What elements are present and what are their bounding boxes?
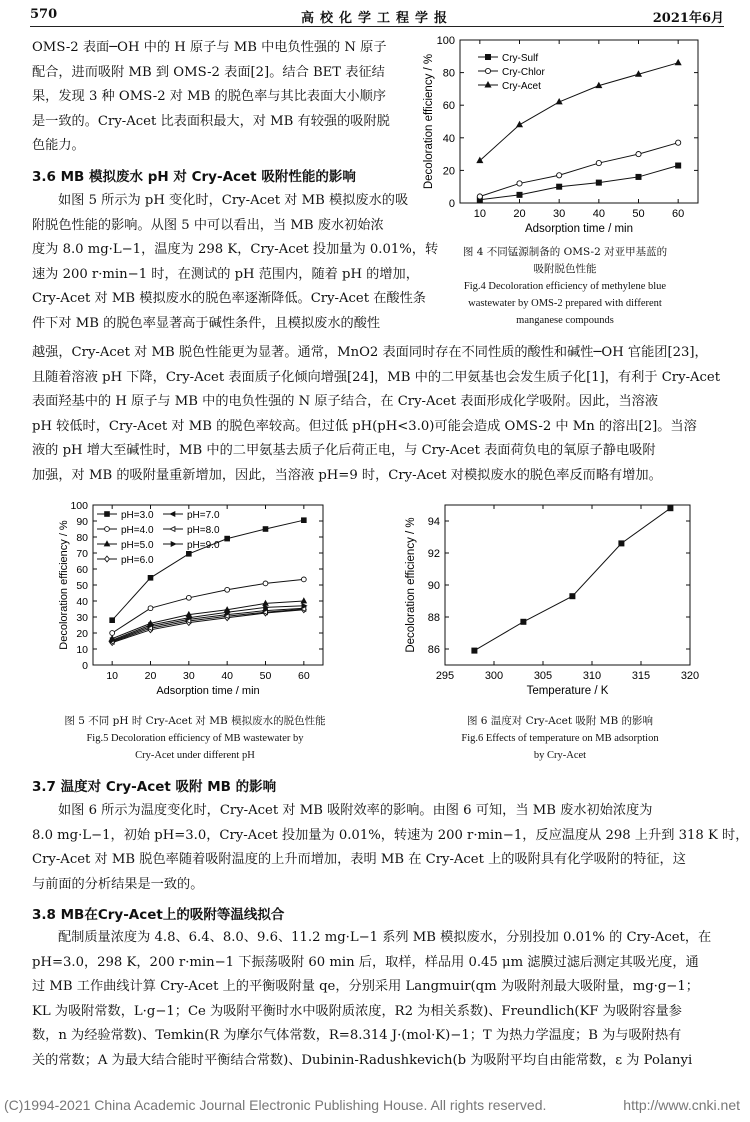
data-point-square: [301, 518, 306, 523]
x-tick-label: 20: [144, 670, 157, 682]
data-point-square: [148, 575, 153, 580]
y-tick-label: 88: [427, 612, 440, 624]
data-point-square: [570, 594, 575, 599]
data-point-diamond: [105, 556, 110, 562]
y-tick-label: 80: [442, 67, 455, 80]
x-tick-label: 10: [106, 670, 119, 682]
x-tick-label: 320: [680, 670, 700, 682]
x-tick-label: 50: [259, 670, 272, 682]
series-line: [474, 508, 670, 650]
x-tick-label: 30: [553, 208, 566, 220]
data-point-circle: [263, 581, 268, 586]
data-point-circle: [517, 181, 522, 186]
y-tick-label: 90: [427, 580, 440, 592]
series-line: [112, 579, 304, 633]
text-line: 速为 200 r·min−1 时，在测试的 pH 范围内，随着 pH 的增加，: [32, 266, 419, 282]
data-point-circle: [110, 631, 115, 636]
data-point-right-triangle: [171, 542, 176, 547]
data-point-square: [472, 648, 477, 653]
x-axis-label: Adsorption time / min: [156, 685, 260, 697]
y-tick-label: 70: [76, 548, 88, 560]
data-point-circle: [225, 587, 230, 592]
text-line: 度为 8.0 mg·L−1，温度为 298 K，Cry-Acet 投加量为 0.01%，转: [32, 242, 439, 257]
data-point-circle: [148, 606, 153, 611]
data-point-square: [110, 618, 115, 623]
y-tick-label: 100: [70, 500, 88, 512]
caption-line: 图 4 不同锰源制备的 OMS-2 对亚甲基蓝的: [462, 246, 668, 258]
data-point-circle: [301, 577, 306, 582]
x-tick-label: 20: [513, 208, 526, 220]
paragraph-3: [32, 799, 748, 897]
data-point-triangle: [301, 598, 306, 603]
legend-label: pH=6.0: [121, 555, 154, 566]
data-point-square: [668, 506, 673, 511]
text-line: 关的常数；A 为最大结合能时平衡结合常数)、Dubinin-Radushkevich(b 为吸附平均自由能常数，ε 为 Polanyi: [32, 1052, 693, 1068]
data-point-triangle: [485, 82, 491, 87]
website-link[interactable]: http://www.cnki.net: [623, 1097, 740, 1113]
y-tick-label: 20: [76, 628, 88, 640]
text-line: Cry-Acet 对 MB 脱色率随着吸附温度的上升而增加，表明 MB 在 Cry-Acet 上的吸附具有化学吸附的特征，这: [32, 852, 686, 867]
running-header: [30, 4, 724, 27]
x-tick-label: 40: [592, 208, 605, 220]
x-tick-label: 310: [582, 670, 602, 682]
x-tick-label: 30: [182, 670, 195, 682]
legend-label: Cry-Chlor: [502, 67, 545, 78]
legend-label: pH=9.0: [187, 540, 220, 551]
data-point-left-triangle: [170, 512, 175, 517]
x-tick-label: 10: [473, 208, 486, 220]
text-line: 如图 6 所示为温度变化时，Cry-Acet 对 MB 吸附效率的影响。由图 6 可知，当 MB 废水初始浓度为: [58, 803, 653, 818]
data-point-triangle: [675, 60, 681, 65]
data-point-square: [619, 541, 624, 546]
legend-label: Cry-Sulf: [502, 53, 539, 64]
data-point-circle: [636, 152, 641, 157]
copyright-text: (C)1994-2021 China Academic Journal Electronic Publishing House. All rights reserved.: [4, 1097, 547, 1113]
data-point-circle: [557, 173, 562, 178]
text-line: 加强，对 MB 的吸附量重新增加，因此，当溶液 pH=9 时，Cry-Acet 对模拟废水的脱色率反而略有增加。: [32, 467, 662, 483]
legend-label: pH=5.0: [121, 540, 154, 551]
data-point-circle: [485, 68, 490, 73]
page-number: 570: [30, 7, 58, 22]
text-line: 液的 pH 增大至碱性时，MB 中的二甲氨基去质子化后荷正电，与 Cry-Acet 表面荷负电的氧原子静电吸附: [32, 443, 656, 458]
legend-label: pH=4.0: [121, 525, 154, 536]
caption-line: by Cry-Acet: [533, 750, 587, 761]
text-line: 配合，进而吸附 MB 到 OMS-2 表面[2]。结合 BET 表征结: [32, 64, 385, 80]
y-tick-label: 20: [442, 165, 455, 178]
data-point-circle: [676, 140, 681, 145]
text-line: 是一致的。Cry-Acet 比表面积最大，对 MB 有较强的吸附脱: [32, 113, 390, 129]
y-tick-label: 40: [442, 132, 455, 145]
caption-line: wastewater by OMS-2 prepared with different: [468, 298, 662, 309]
series-line: [112, 608, 304, 641]
text-line: KL 为吸附常数，L·g−1；Ce 为吸附平衡时水中吸附质浓度，R2 为相关系数)、Freundlich(KF 为吸附容量参: [32, 1003, 682, 1019]
caption-line: Fig.6 Effects of temperature on MB adsorption: [461, 733, 659, 744]
text-line: 色能力。: [32, 138, 85, 153]
figure-4-chart: [420, 30, 710, 242]
y-tick-label: 50: [76, 580, 88, 592]
data-point-square: [557, 184, 562, 189]
text-line: pH=3.0，298 K，200 r·min−1 下振荡吸附 60 min 后，取样，样品用 0.45 μm 滤膜过滤后测定其吸光度，通: [32, 954, 699, 970]
figure-5-chart: [55, 497, 330, 707]
data-point-square: [517, 192, 522, 197]
x-tick-label: 40: [221, 670, 234, 682]
x-axis-label: Temperature / K: [526, 685, 609, 697]
section-heading-3-8: 3.8 MB在Cry-Acet上的吸附等温线拟合: [32, 907, 285, 923]
journal-title: 高校化学工程学报: [300, 11, 453, 26]
text-line: 配制质量浓度为 4.8、6.4、8.0、9.6、11.2 mg·L−1 系列 MB 模拟废水，分别投加 0.01% 的 Cry-Acet，在: [58, 930, 712, 945]
paragraph-2-narrow: [32, 189, 438, 336]
data-point-circle: [477, 194, 482, 199]
figure-6-caption: [420, 713, 700, 764]
x-tick-label: 305: [533, 670, 553, 682]
figure-4-caption: [430, 244, 700, 329]
y-tick-label: 100: [436, 35, 455, 47]
caption-line: 吸附脱色性能: [533, 263, 597, 275]
legend-label: Cry-Acet: [502, 81, 541, 92]
paragraph-1: [32, 36, 390, 159]
data-point-square: [263, 527, 268, 532]
issue-date: 2021年6月: [652, 11, 724, 26]
y-tick-label: 0: [82, 660, 88, 672]
y-axis-label: Decoloration efficiency / %: [58, 520, 70, 650]
caption-line: manganese compounds: [516, 315, 614, 326]
text-line: 果，发现 3 种 OMS-2 对 MB 的脱色率与其比表面大小顺序: [32, 89, 386, 104]
data-point-square: [485, 54, 490, 59]
y-tick-label: 30: [76, 612, 88, 624]
figure-5-caption: [40, 713, 350, 764]
y-tick-label: 40: [76, 596, 88, 608]
x-tick-label: 295: [435, 670, 455, 682]
y-tick-label: 86: [427, 644, 440, 656]
series-line: [480, 166, 678, 200]
legend-label: pH=3.0: [121, 510, 154, 521]
figure-6-chart: [400, 497, 710, 707]
caption-line: Fig.4 Decoloration efficiency of methylene blue: [463, 281, 667, 292]
x-tick-label: 315: [631, 670, 651, 682]
data-point-circle: [105, 527, 110, 532]
text-line: 越强，Cry-Acet 对 MB 脱色性能更为显著。通常，MnO2 表面同时存在不同性质的酸性和碱性─OH 官能团[23]，: [32, 345, 708, 360]
data-point-square: [105, 512, 110, 517]
text-line: 且随着溶液 pH 下降，Cry-Acet 表面质子化倾向增强[24]，MB 中的二甲氨基也会发生质子化[1]，有利于 Cry-Acet: [32, 369, 721, 385]
data-point-square: [636, 174, 641, 179]
text-line: 件下对 MB 的脱色率显著高于碱性条件，且模拟废水的酸性: [32, 315, 381, 331]
text-line: 8.0 mg·L−1，初始 pH=3.0，Cry-Acet 投加量为 0.01%，转速为 200 r·min−1，反应温度从 298 上升到 318 K 时，: [32, 827, 749, 843]
data-point-square: [186, 551, 191, 556]
y-tick-label: 60: [76, 564, 88, 576]
y-tick-label: 0: [448, 198, 455, 210]
y-tick-label: 90: [76, 516, 88, 528]
legend-label: pH=7.0: [187, 510, 220, 521]
y-tick-label: 60: [442, 100, 455, 113]
data-point-square: [225, 536, 230, 541]
data-point-square: [521, 619, 526, 624]
text-line: 数，n 为经验常数)、Temkin(R 为摩尔气体常数，R=8.314 J·(mol·K)−1；T 为热力学温度；B 为与吸附热有: [32, 1028, 682, 1043]
plot-frame: [460, 40, 698, 203]
text-line: 附脱色性能的影响。从图 5 中可以看出，当 MB 废水初始浓: [32, 217, 384, 233]
y-axis-label: Decoloration efficiency / %: [423, 53, 435, 190]
text-line: Cry-Acet 对 MB 模拟废水的脱色率逐渐降低。Cry-Acet 在酸性条: [32, 291, 426, 306]
y-axis-label: Decoloration efficiency / %: [405, 517, 417, 653]
data-point-circle: [186, 595, 191, 600]
data-point-triangle: [517, 122, 523, 127]
text-line: 过 MB 工作曲线计算 Cry-Acet 上的平衡吸附量 qe，分别采用 Langmuir(qm 为吸附剂最大吸附量，mg·g−1；: [32, 979, 699, 994]
text-line: OMS-2 表面─OH 中的 H 原子与 MB 中电负性强的 N 原子: [32, 40, 387, 55]
caption-line: Cry-Acet under different pH: [135, 750, 255, 761]
data-point-circle: [596, 160, 601, 165]
y-tick-label: 94: [427, 516, 440, 528]
data-point-square: [596, 180, 601, 185]
text-line: 与前面的分析结果是一致的。: [32, 876, 204, 892]
section-heading-3-7: 3.7 温度对 Cry-Acet 吸附 MB 的影响: [32, 779, 277, 795]
x-axis-label: Adsorption time / min: [524, 223, 634, 235]
section-heading-3-6: 3.6 MB 模拟废水 pH 对 Cry-Acet 吸附性能的影响: [32, 169, 356, 185]
y-tick-label: 10: [76, 644, 88, 656]
legend-label: pH=8.0: [187, 525, 220, 536]
series-line: [480, 143, 678, 197]
data-point-square: [676, 163, 681, 168]
y-tick-label: 92: [427, 548, 440, 560]
data-point-left-triangle-open: [170, 527, 175, 532]
x-tick-label: 60: [672, 208, 685, 220]
paragraph-4: [32, 926, 711, 1073]
caption-line: 图 6 温度对 Cry-Acet 吸附 MB 的影响: [466, 715, 654, 727]
text-line: 如图 5 所示为 pH 变化时，Cry-Acet 对 MB 模拟废水的吸: [58, 193, 409, 208]
paragraph-2-wide: [32, 341, 720, 488]
x-tick-label: 60: [297, 670, 310, 682]
text-line: 表面羟基中的 H 原子与 MB 中的电负性强的 N 原子结合，在 Cry-Acet 表面形成化学吸附。因此，当溶液: [32, 394, 659, 409]
plot-frame: [445, 505, 690, 665]
caption-line: Fig.5 Decoloration efficiency of MB wastewater by: [86, 733, 304, 744]
x-tick-label: 300: [484, 670, 504, 682]
y-tick-label: 80: [76, 532, 88, 544]
x-tick-label: 50: [632, 208, 645, 220]
text-line: pH 较低时，Cry-Acet 对 MB 的脱色率较高。但过低 pH(pH<3.0)可能会造成 OMS-2 中 Mn 的溶出[2]。当溶: [32, 418, 697, 434]
caption-line: 图 5 不同 pH 时 Cry-Acet 对 MB 模拟废水的脱色性能: [64, 715, 326, 727]
